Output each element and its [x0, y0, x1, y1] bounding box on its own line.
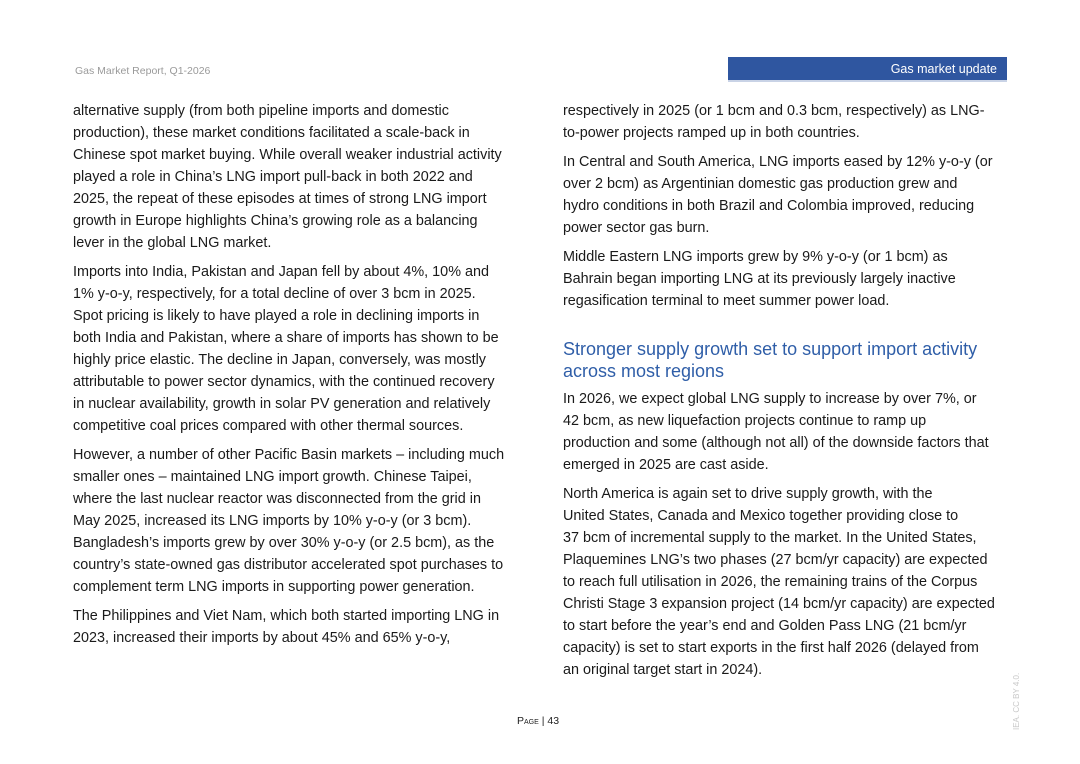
paragraph: The Philippines and Viet Nam, which both started importing LNG in 2023, increased their imports by about 45% and 65% y-o-y, — [73, 608, 500, 646]
paragraph: alternative supply (from both pipeline imports and domestic production), these market conditions facilitated a scale-back in Chinese spot market buying. While overall weaker industrial activity played a role in China’s LNG import pull-back in both 2022 and 2025, the repeat of these episodes at times of strong LNG import growth in Europe highlights China’s growing role as a balancing lever in the global LNG market. — [73, 103, 502, 251]
paragraph: Middle Eastern LNG imports grew by 9% y-o-y (or 1 bcm) as Bahrain began importing LNG at its previously largely inactive regasification terminal to meet summer power load. — [563, 249, 956, 309]
license-note: IEA. CC BY 4.0. — [1012, 672, 1021, 730]
paragraph: However, a number of other Pacific Basin markets – including much smaller ones – maintained LNG import growth. Chinese Taipei, where the last nuclear reactor was disconnected from the grid in May 2025, increased its LNG imports by 10% y-o-y (or 3 bcm). Bangladesh’s imports grew by over 30% y-o-y (or 2.5 bcm), as the country’s state-owned gas distributor accelerated spot purchases to complement term LNG imports in supporting power generation. — [73, 447, 505, 595]
section-heading: Stronger supply growth set to support import activity across most regions — [563, 339, 978, 381]
left-column — [73, 100, 523, 656]
paragraph: Imports into India, Pakistan and Japan fell by about 4%, 10% and 1% y-o-y, respectively, for a total decline of over 3 bcm in 2025. Spot pricing is likely to have played a role in declining imports in both India and Pakistan, where a share of imports has shown to be highly price elastic. The decline in Japan, conversely, was mostly attributable to power sector dynamics, with the continued recovery in nuclear availability, growth in solar PV generation and relatively competitive coal prices compared with other thermal sources. — [73, 264, 499, 434]
paragraph: In 2026, we expect global LNG supply to increase by over 7%, or 42 bcm, as new liquefaction projects continue to ramp up production and some (although not all) of the downside factors that emerged in 2025 are cast aside. — [563, 391, 989, 473]
right-column — [563, 100, 1013, 688]
report-title: Gas Market Report, Q1-2026 — [75, 65, 211, 77]
section-banner: Gas market update — [728, 57, 1007, 82]
paragraph: respectively in 2025 (or 1 bcm and 0.3 bcm, respectively) as LNG- to-power projects ramped up in both countries. — [563, 103, 985, 141]
page-number: Page | 43 — [517, 715, 560, 727]
paragraph: North America is again set to drive supply growth, with the United States, Canada and Mexico together providing close to 37 bcm of incremental supply to the market. In the United States, Plaquemines LNG’s two phases (27 bcm/yr capacity) are expected to reach full utilisation in 2026, the remaining trains of the Corpus Christi Stage 3 expansion project (14 bcm/yr capacity) are expected to start before the year’s end and Golden Pass LNG (21 bcm/yr capacity) is set to start exports in the first half 2026 (delayed from an original target start in 2024). — [563, 486, 995, 678]
paragraph: In Central and South America, LNG imports eased by 12% y-o-y (or over 2 bcm) as Argentinian domestic gas production grew and hydro conditions in both Brazil and Colombia improved, reducing power sector gas burn. — [563, 154, 993, 236]
